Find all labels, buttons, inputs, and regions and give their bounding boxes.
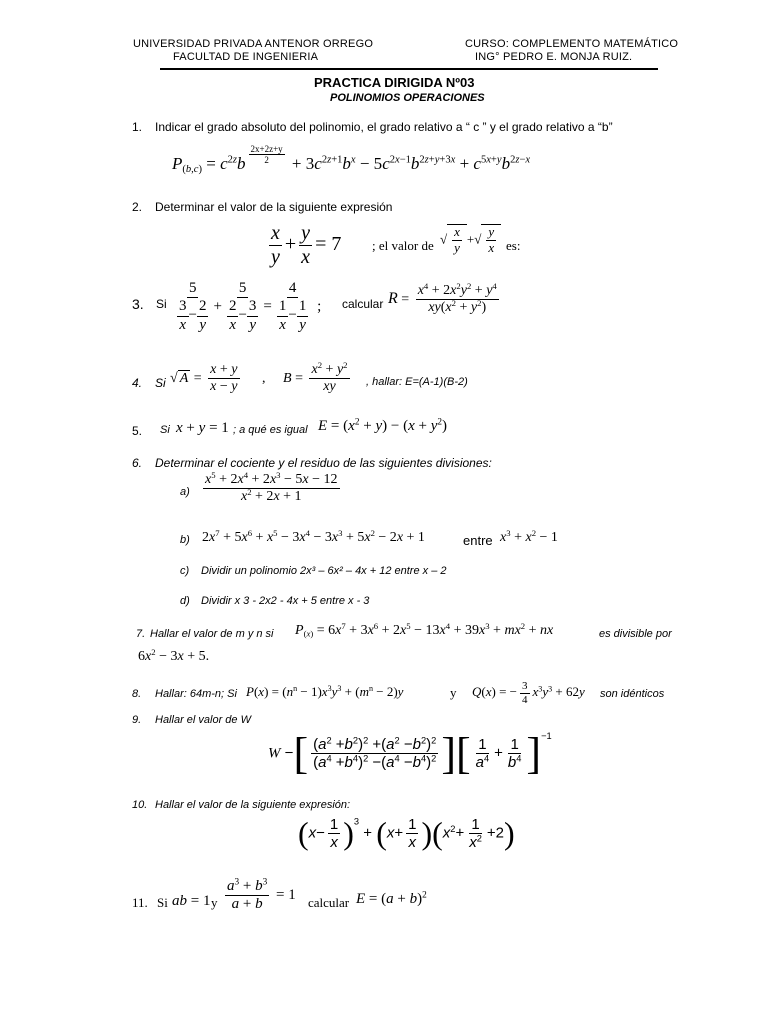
problem-2-equals: = 7	[315, 233, 342, 256]
problem-1-polynomial: $P_{(b,c)} = c^{2z}b$ $^{\frac{2x+2z+y}{2}}$ + $3c^{2z+1}b^x - 5c^{2x-1}b^{2z+y+3x} + c^{5x+y}b^{2z-x}$	[172, 144, 531, 176]
problem-11-si: Si	[157, 895, 168, 910]
problem-9-text: Hallar el valor de W	[155, 714, 251, 726]
problem-6-number: 6.	[132, 456, 143, 470]
problem-8-number: 8.	[132, 688, 142, 700]
page-title: PRACTICA DIRIGIDA Nº03	[314, 75, 475, 90]
problem-6d-text: Dividir x 3 - 2x2 - 4x + 5 entre x - 3	[201, 595, 370, 607]
problem-7-text: Hallar el valor de m y n si	[150, 628, 274, 640]
problem-2-tail: es:	[506, 238, 521, 253]
problem-2-text: Determinar el valor de la siguiente expresión	[155, 200, 393, 214]
problem-6-text: Determinar el cociente y el residuo de las siguientes divisiones:	[155, 456, 492, 470]
problem-1-number: 1.	[132, 120, 143, 134]
problem-4-number: 4.	[132, 376, 143, 390]
problem-10-text: Hallar el valor de la siguiente expresión:	[155, 799, 351, 811]
problem-8-Q-polynomial: Q(x) = − $\frac{3}{4}$ $x^3y^3 + 62y$	[472, 680, 585, 706]
problem-6b-dividend: $2x^7 + 5x^6 + x^5 - 3x^4 - 3x^3 + 5x^2 - 2x + 1$	[202, 527, 425, 545]
faculty-name: FACULTAD DE INGENIERIA	[173, 51, 319, 63]
problem-5-si: Si	[160, 424, 170, 436]
problem-7-polynomial: $P_{(x)} = 6x^7 + 3x^6 + 2x^5 - 13x^4 + 39x^3 + mx^2$ + nx	[295, 620, 554, 639]
problem-3-si: Si	[156, 297, 167, 311]
header-divider	[160, 68, 658, 70]
problem-3-calcular: calcular	[342, 297, 384, 311]
problem-2-number: 2.	[132, 200, 143, 214]
problem-11-number: 11.	[132, 895, 148, 910]
problem-9-number: 9.	[132, 714, 142, 726]
problem-8-identicos: son idénticos	[600, 688, 665, 700]
problem-3-equation: 5 $\frac{3}{x}$ − $\frac{2}{y}$ + 5 $\frac{2}{x}$ − $\frac{3}{y}$ = 4 $\frac{1}{x}$ − $\frac{1}{y}$ ;	[179, 280, 322, 333]
problem-10-expression: (x− $\frac{1}{x}$ )$^3$ + (x+ $\frac{1}{x}$ )($x^2+$ $\frac{1}{x^2}$ +2)	[298, 815, 515, 851]
problem-1-text: Indicar el grado absoluto del polinomio, el grado relativo a “ c ” y el grado relativo a “b”	[155, 120, 613, 134]
problem-7-divisible: es divisible por	[599, 628, 672, 640]
problem-8-text: Hallar: 64m-n; Si	[155, 688, 237, 700]
problem-5-number: 5.	[132, 424, 143, 438]
problem-6b-divisor: $x^3 + x^2 - 1$	[500, 527, 558, 545]
instructor-name: ING° PEDRO E. MONJA RUIZ.	[475, 51, 633, 63]
problem-6b-entre: entre	[463, 533, 493, 548]
problem-5-question: ; a qué es igual	[233, 424, 308, 436]
problem-6a-label: a)	[180, 486, 190, 498]
problem-5-equation: x + y = 1	[176, 420, 229, 436]
problem-7-divisor: $6x^2 - 3x + 5$.	[138, 646, 210, 664]
problem-7-number: 7.	[136, 628, 146, 640]
problem-11-y: y	[211, 895, 218, 910]
problem-6c-label: c)	[180, 565, 190, 577]
problem-3-number: 3.	[132, 296, 144, 312]
problem-4-hallar: , hallar: E=(A-1)(B-2)	[366, 376, 468, 388]
problem-4-si: Si	[155, 376, 166, 390]
problem-6b-label: b)	[180, 534, 190, 546]
university-name: UNIVERSIDAD PRIVADA ANTENOR ORREGO	[133, 38, 374, 50]
problem-8-P-polynomial: $P(x) = (n^n - 1)x^3y^3 + (m^n - 2)y$	[246, 684, 404, 699]
problem-9-W-expression: W −[ $\frac{(a^2 +b^2)^2 +(a^2 -b^2)^2}{(a^4 +b^4)^2 -(a^4 -b^4)^2}$ ][ $\frac{1}{a^4}$ + $\frac{1}{b^4}$ ]$^{-1}$	[268, 729, 552, 778]
problem-11-ab-equation: ab = 1	[172, 893, 211, 909]
problem-6d-label: d)	[180, 595, 190, 607]
problem-3-R-expression: R = $\frac{x^4 + 2x^2y^2 + y^4}{xy(x^2 + y^2)}$	[388, 280, 497, 316]
problem-11-fraction-equation: $\frac{a^3 + b^3}{a + b}$ = 1	[227, 877, 296, 913]
page-subtitle: POLINOMIOS OPERACIONES	[330, 92, 485, 104]
problem-8-y: y	[450, 685, 457, 700]
problem-10-number: 10.	[132, 799, 148, 811]
problem-2-label: ; el valor de	[372, 238, 434, 253]
problem-5-E-expression: $E = (x^2 + y) - (x + y^2)$	[318, 417, 448, 434]
problem-2-sqrt-expression: √ $\frac{x}{y}$ +√ $\frac{y}{x}$	[440, 224, 501, 256]
course-name: CURSO: COMPLEMENTO MATEMÁTICO	[465, 38, 679, 50]
problem-11-E-expression: $E = (a + b)^2$	[356, 890, 427, 907]
problem-11-calcular: calcular	[308, 895, 350, 910]
problem-4-A-expression: √ A = $\frac{x + y}{x - y}$	[170, 362, 238, 395]
problem-4-B-expression: , B = $\frac{x^2 + y^2}{xy}$	[262, 359, 348, 395]
problem-6c-text: Dividir un polinomio 2x³ – 6x² – 4x + 12 entre x – 2	[201, 565, 447, 577]
problem-2-equation: $\frac{x}{y}$ + $\frac{y}{x}$ = 7	[271, 222, 342, 268]
problem-6a-division: $\frac{x^5 + 2x^4 + 2x^3 - 5x - 12}{x^2 + 2x + 1}$	[205, 469, 338, 505]
